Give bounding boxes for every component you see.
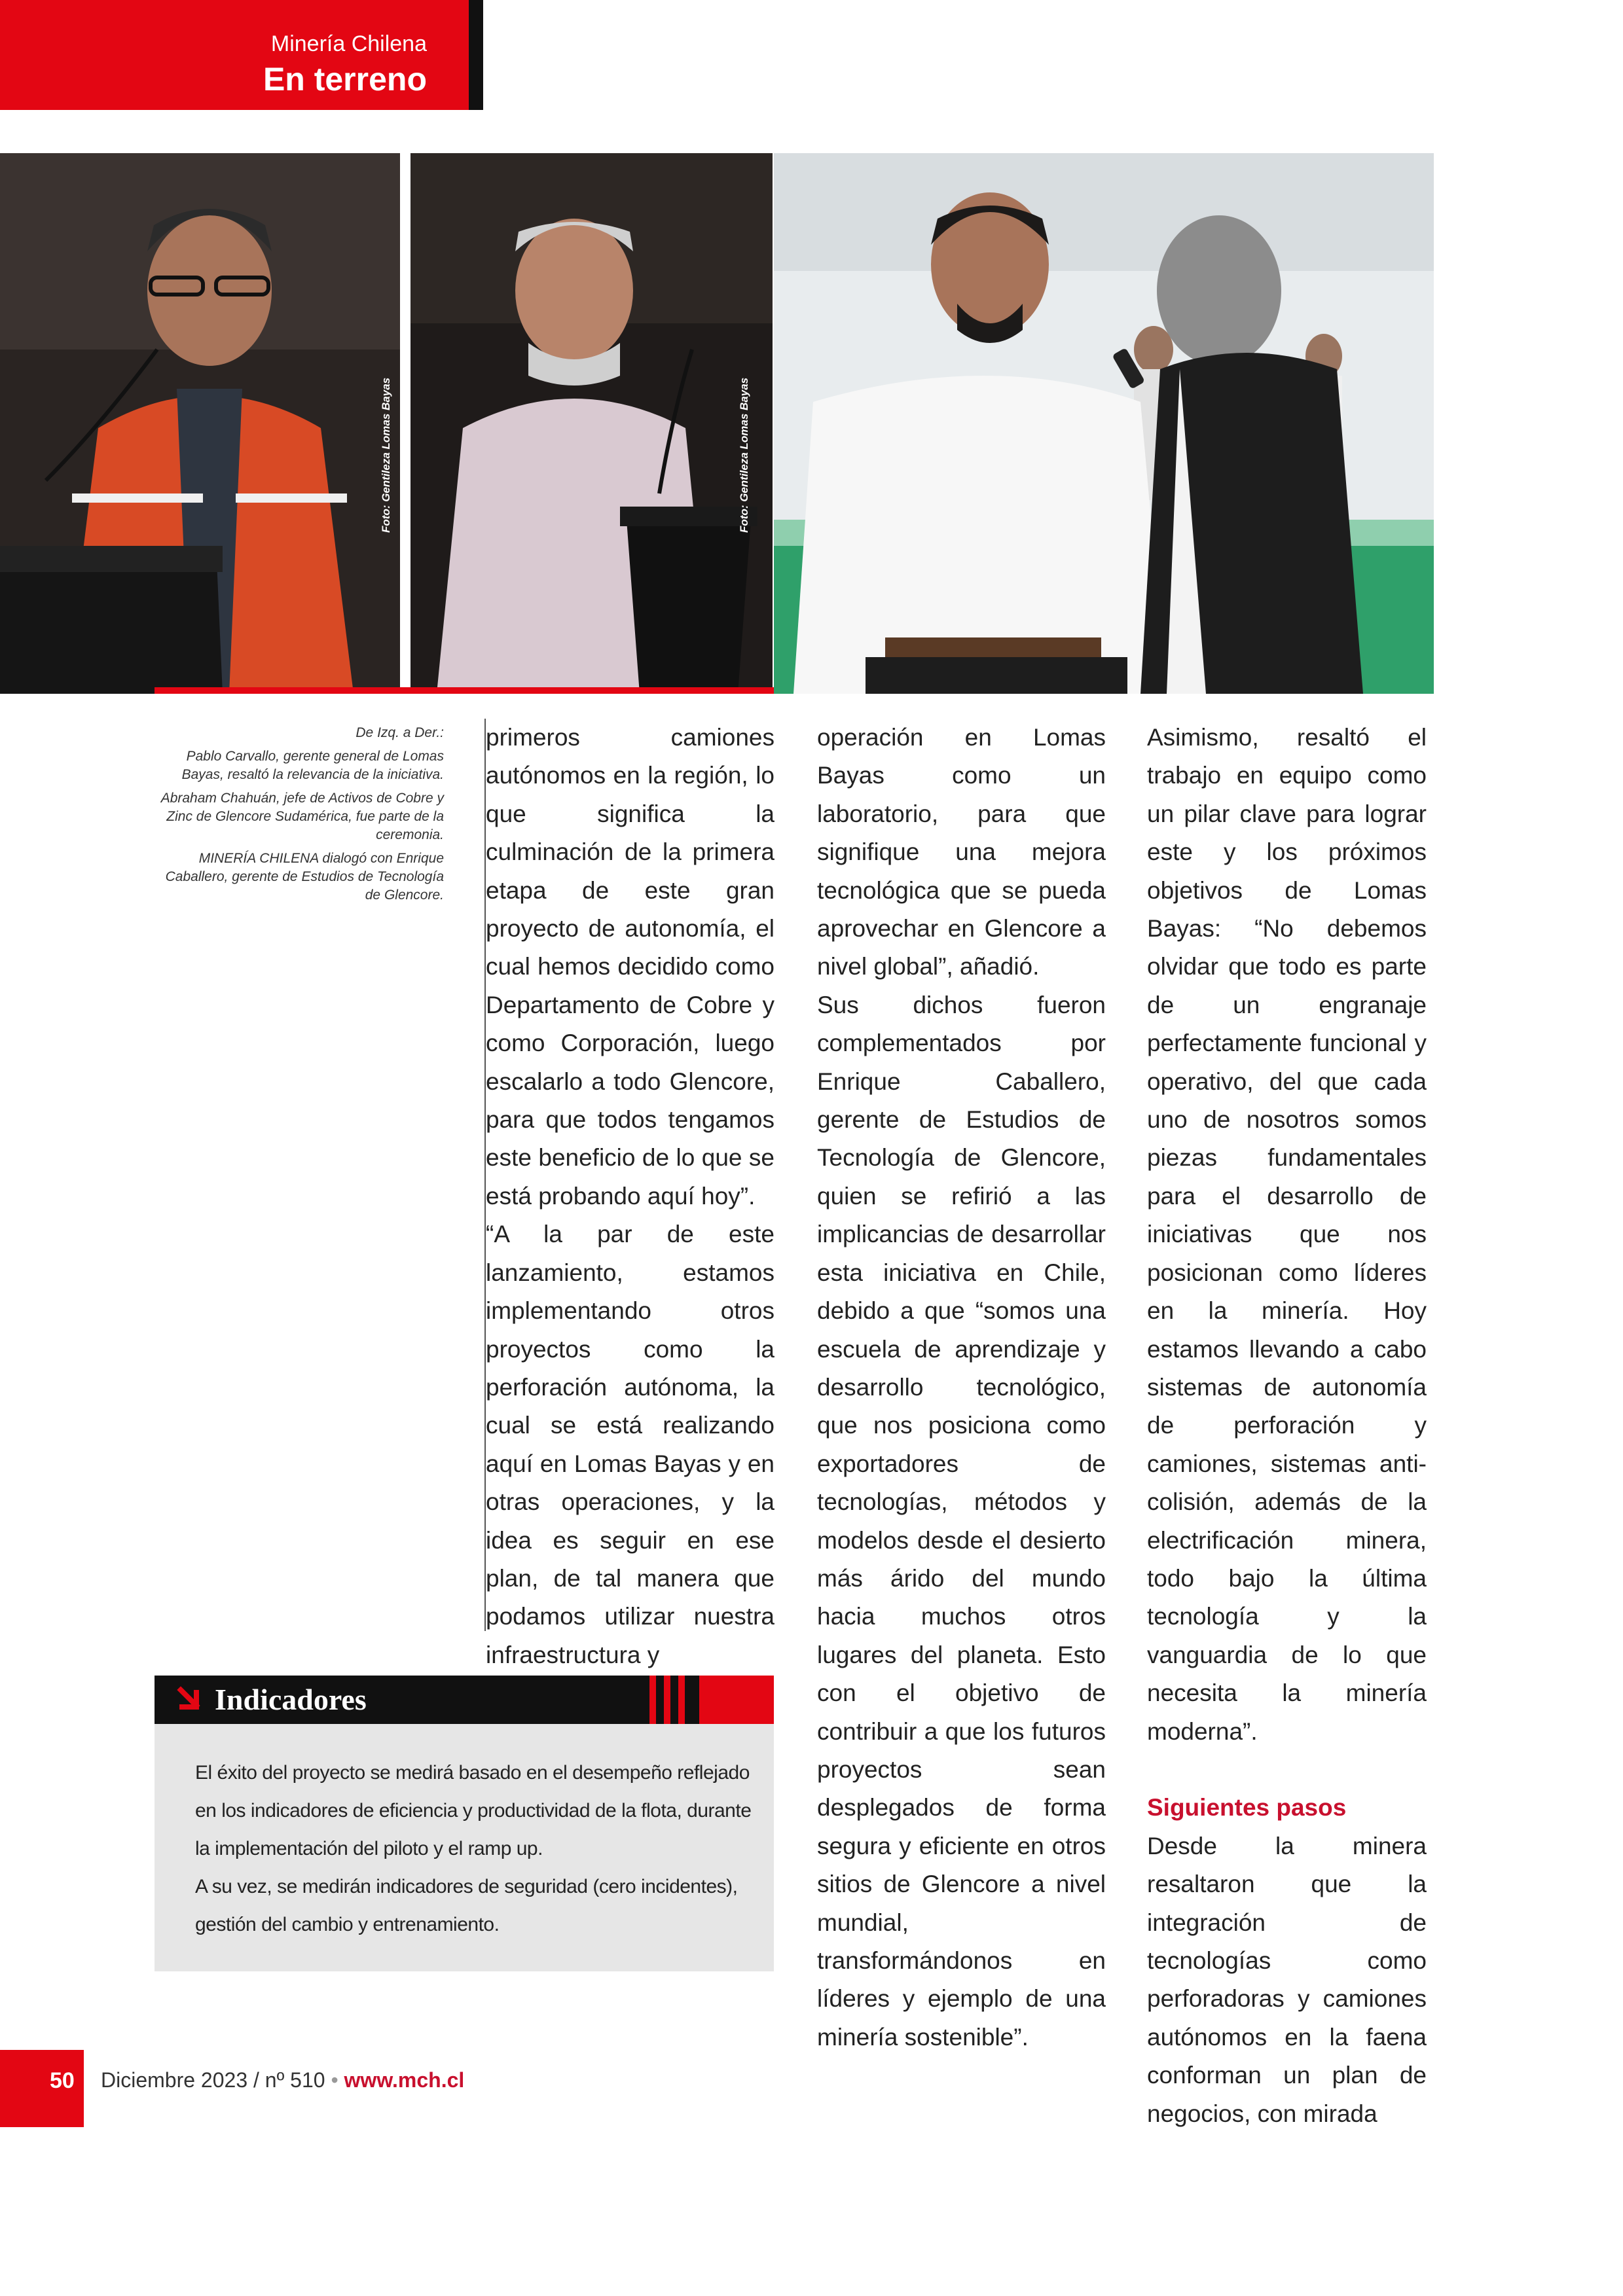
caption-line: De Izq. a Der.: <box>356 725 444 740</box>
indicators-title: Indicadores <box>215 1683 367 1716</box>
header-accent-bar <box>469 0 483 110</box>
caption-line: MINERÍA CHILENA dialogó con Enrique Caballero, gerente de Estudios de Tecnología de Glencore. <box>165 851 444 903</box>
section-title: En terreno <box>263 61 427 98</box>
photo-divider-strip <box>155 687 774 694</box>
body-paragraph: Asimismo, resaltó el trabajo en equipo como un pilar clave para lograr este y los próximos objetivos de Lomas Bayas: “No debemos olvidar que todo es parte de un engranaje perfectamente funcional y operativo, del que cada uno de nosotros somos piezas fundamentales para el desarrollo de iniciativas que nos posicionan como líderes en la minería. Hoy estamos llevando a cabo sistemas de autonomía de perforación y camiones, sistemas anti-colisión, además de la electrificación minera, todo bajo la última tecnología y la vanguardia de lo que necesita la minería moderna”. <box>1147 724 1427 1745</box>
body-paragraph: “A la par de este lanzamiento, estamos implementando otros proyectos como la perforación autónoma, la cual se está realizando aquí en Lomas Bayas y en otras operaciones, y la idea es seguir en ese plan, de tal manera que podamos utilizar nuestra infraestructura y <box>486 1221 775 1668</box>
body-column-2 <box>817 719 1106 2056</box>
photo-caption <box>155 724 444 910</box>
subheading: Siguientes pasos <box>1147 1794 1347 1821</box>
caption-line: Abraham Chahuán, jefe de Activos de Cobre y Zinc de Glencore Sudamérica, fue parte de la ceremonia. <box>160 791 444 842</box>
body-column-1 <box>484 719 775 1668</box>
section-header <box>0 0 483 110</box>
indicators-bar-accent <box>699 1676 774 1724</box>
accent-stripe <box>649 1676 656 1724</box>
body-column-3 <box>1147 719 1427 2133</box>
footer-issue-line <box>101 2068 464 2092</box>
photo-credit-1: Foto: Gentileza Lomas Bayas <box>380 377 392 533</box>
magazine-name: Minería Chilena <box>270 31 427 56</box>
accent-stripe <box>678 1676 685 1724</box>
indicators-box <box>155 1724 774 1971</box>
body-paragraph: primeros camiones autónomos en la región, lo que significa la culminación de la primera etapa de este gran proyecto de autonomía, el cual hemos decidido como Departamento de Cobre y como Corporación, luego escalarlo a todo Glencore, para que todos tengamos este beneficio de lo que se está probando aquí hoy”. <box>486 724 775 1210</box>
issue-info: Diciembre 2023 / nº 510 <box>101 2068 325 2092</box>
photo-speaker-2 <box>410 153 773 694</box>
caption-line: Pablo Carvallo, gerente general de Lomas Bayas, resaltó la relevancia de la iniciativa. <box>181 749 444 782</box>
photo-speaker-1 <box>0 153 400 694</box>
indicators-paragraph: El éxito del proyecto se medirá basado en el desempeño reflejado en los indicadores de eficiencia y productividad de la flota, durante la implementación del piloto y el ramp up. <box>195 1762 752 1859</box>
indicators-title-bar <box>155 1676 774 1724</box>
body-paragraph: Sus dichos fueron complementados por Enrique Caballero, gerente de Estudios de Tecnología de Glencore, quien se refirió a las implicancias de desarrollar esta iniciativa en Chile, debido a que “somos una escuela de aprendizaje y desarrollo tecnológico, que nos posiciona como exportadores de tecnologías, métodos y modelos desde el desierto más árido del mundo hacia muchos otros lugares del planeta. Esto con el objetivo de contribuir a que los futuros proyectos sean desplegados de forma segura y eficiente en otros sitios de Glencore a nivel mundial, transformándonos en líderes y ejemplo de una minería sostenible”. <box>817 991 1106 2051</box>
photo-credit-2: Foto: Gentileza Lomas Bayas <box>738 377 750 533</box>
arrow-down-right-icon <box>177 1685 203 1713</box>
page-number: 50 <box>50 2068 75 2093</box>
website-link[interactable]: www.mch.cl <box>344 2068 465 2092</box>
body-paragraph: operación en Lomas Bayas como un laboratorio, para que signifique una mejora tecnológica que se pueda aprovechar en Glencore a nivel global”, añadió. <box>817 724 1106 980</box>
body-paragraph: Desde la minera resaltaron que la integración de tecnologías como perforadoras y camiones autónomos en la faena conforman un plan de negocios, con mirada <box>1147 1832 1427 2127</box>
footer-separator: • <box>331 2068 338 2092</box>
photo-interview <box>774 153 1434 694</box>
accent-stripe <box>664 1676 670 1724</box>
indicators-paragraph: A su vez, se medirán indicadores de seguridad (cero incidentes), gestión del cambio y entrenamiento. <box>195 1876 738 1935</box>
